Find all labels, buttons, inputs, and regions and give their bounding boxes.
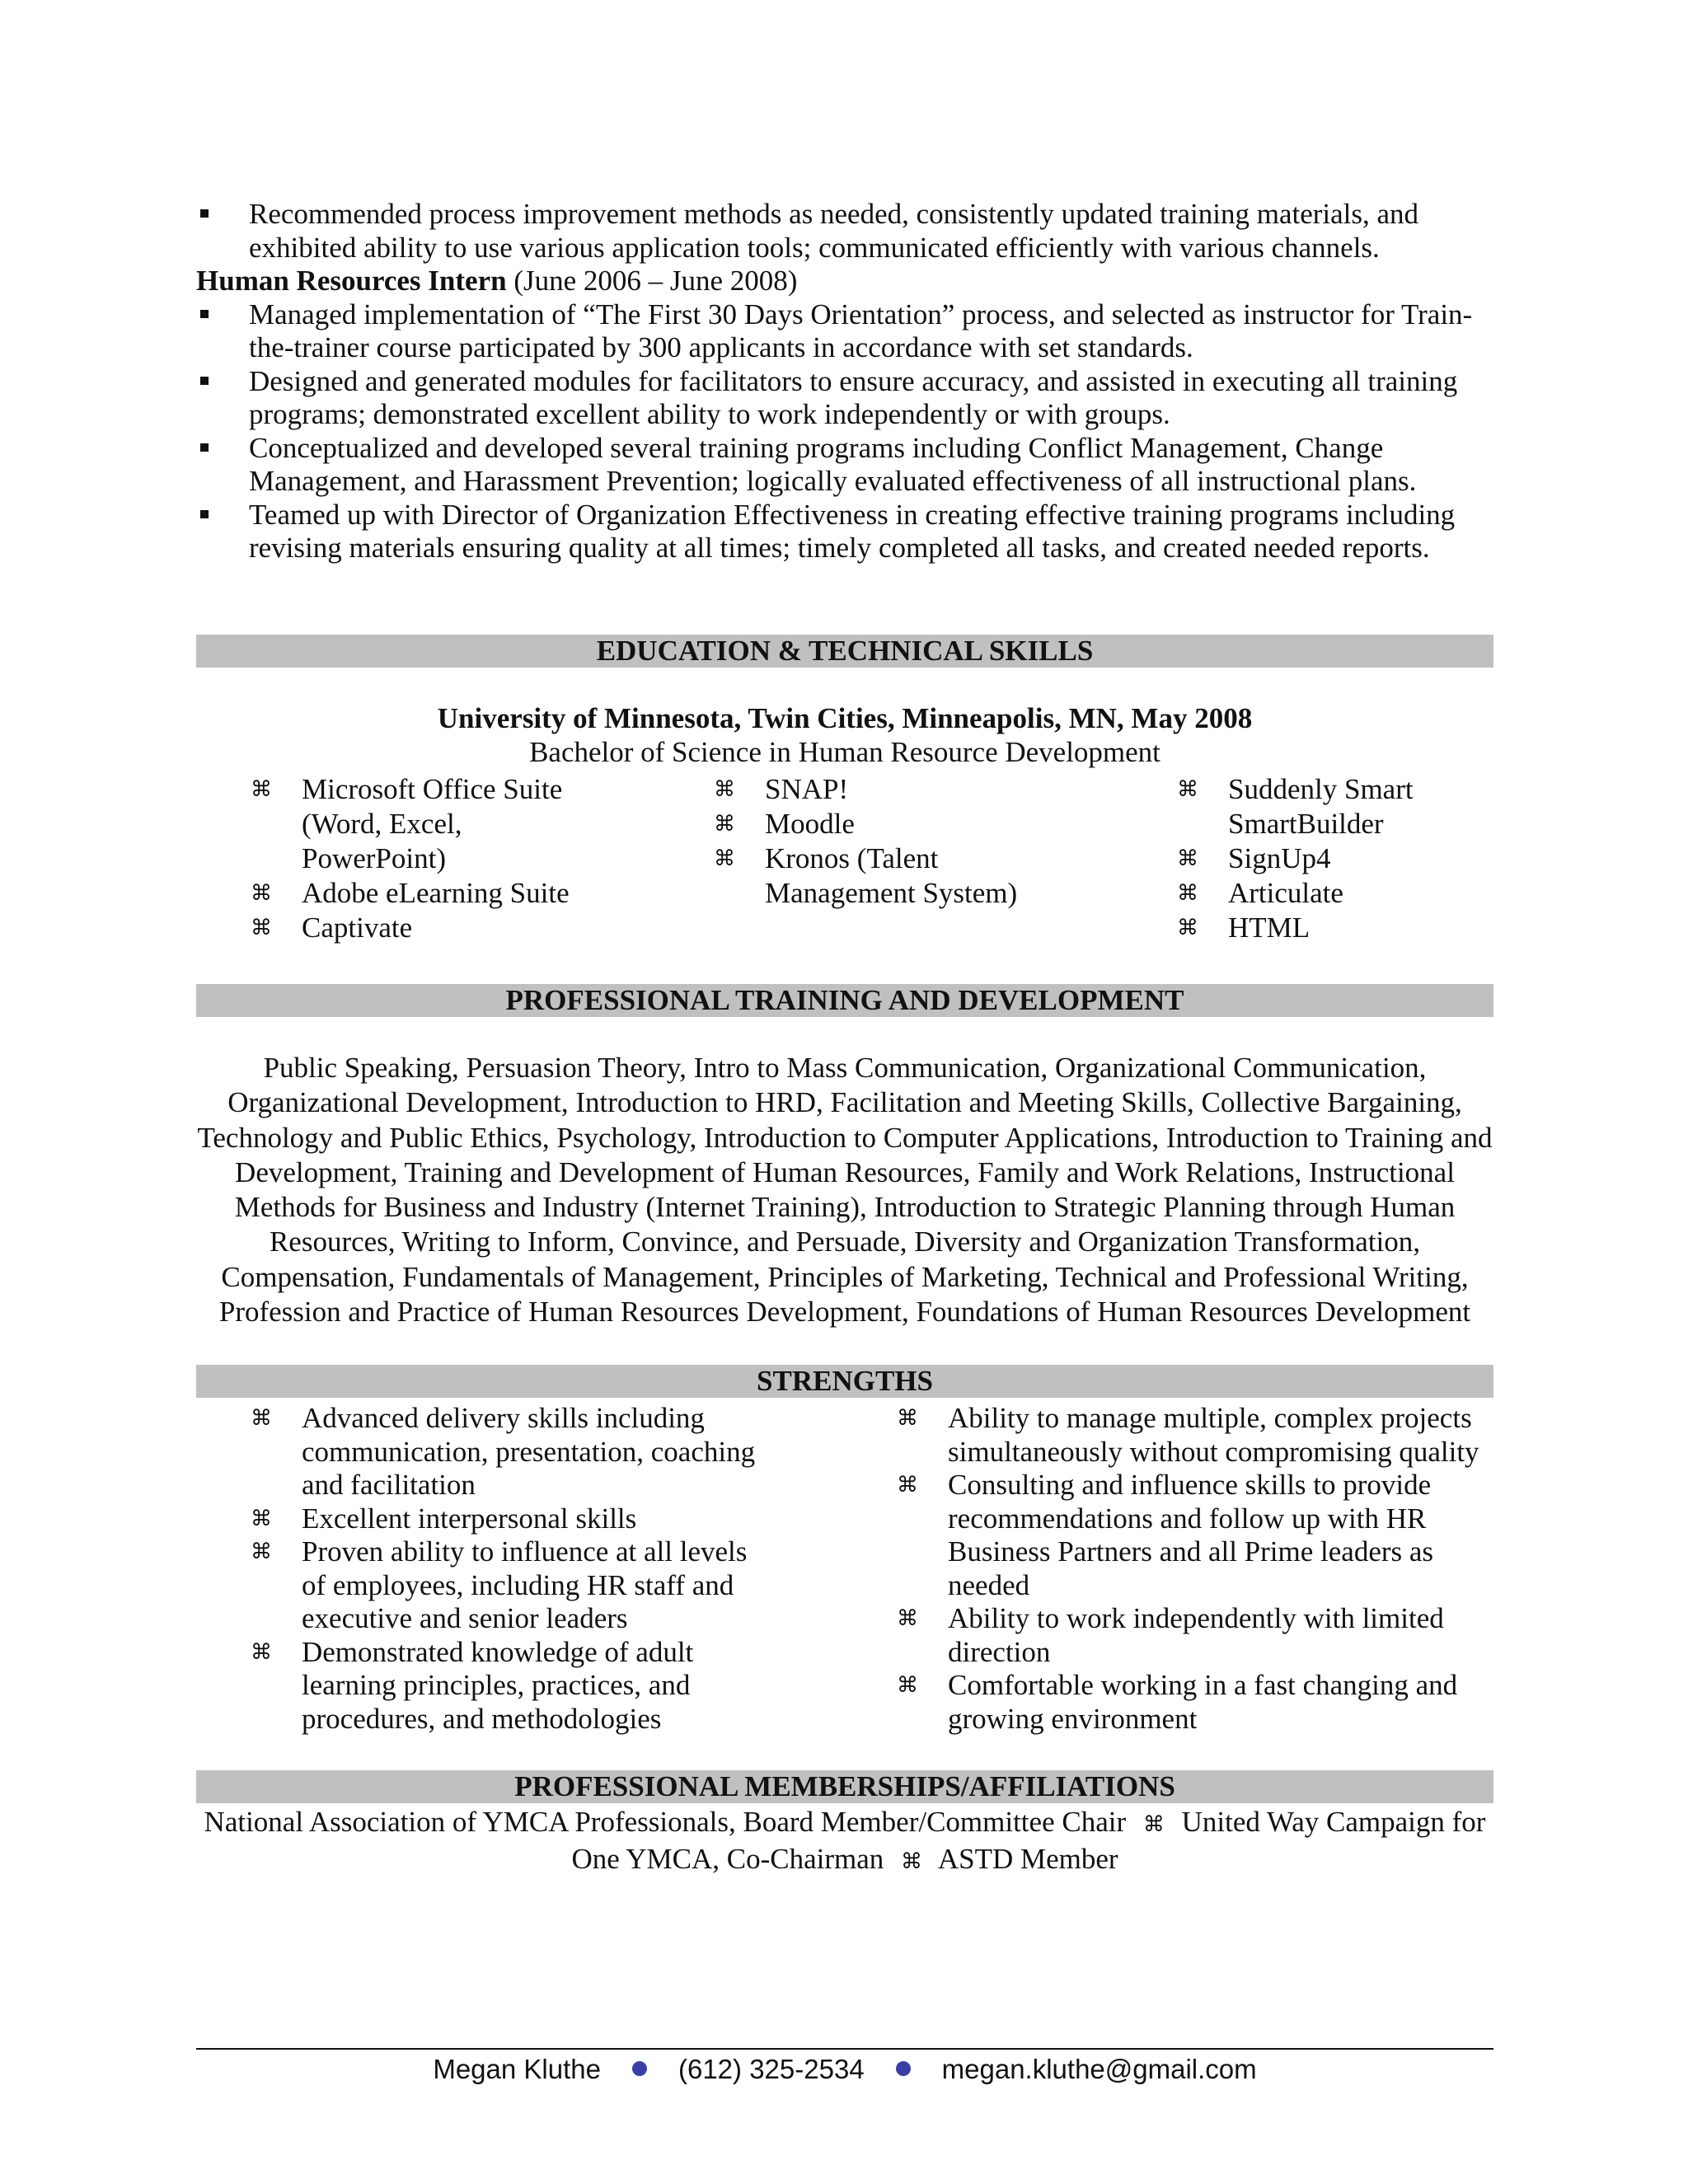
bowtie-star-icon: ⌘: [251, 916, 272, 940]
strengths-right: [897, 1402, 1490, 1736]
memberships-list: [196, 1805, 1493, 1879]
bowtie-star-icon: ⌘: [251, 777, 272, 801]
bullet-dot-icon: [632, 2061, 647, 2076]
bullet-dot-icon: [896, 2061, 911, 2076]
job-title: Human Resources Intern: [196, 265, 507, 297]
bowtie-star-icon: ⌘: [714, 777, 735, 801]
degree-line: Bachelor of Science in Human Resource Development: [529, 735, 1160, 768]
skill-item: [714, 807, 1177, 841]
skill-item: [714, 841, 1177, 911]
strength-label: Comfortable working in a fast changing and growing environment: [948, 1669, 1458, 1735]
skills-column: [1177, 772, 1462, 945]
strength-item: [897, 1602, 1490, 1669]
membership-item: ASTD Member: [937, 1843, 1118, 1875]
strength-item: [251, 1502, 778, 1536]
bowtie-star-icon: ⌘: [251, 1639, 272, 1664]
strength-label: Consulting and influence skills to provide recommendations and follow up with HR Business Partners and all Prime leaders as needed: [948, 1469, 1434, 1601]
skill-item: [251, 772, 714, 876]
skill-item: [1177, 772, 1462, 841]
bullet-item: Managed implementation of “The First 30 Days Orientation” process, and selected as instructor for Train-the-trainer course participated by 300 applicants in accordance with set standards.: [196, 298, 1493, 365]
strength-item: [897, 1402, 1490, 1469]
strength-item: [897, 1669, 1490, 1736]
strength-label: Ability to work independently with limited direction: [948, 1602, 1444, 1668]
strengths-section-heading: STRENGTHS: [196, 1365, 1493, 1398]
contact-phone[interactable]: (612) 325-2534: [678, 2054, 865, 2084]
bowtie-star-icon: ⌘: [1177, 916, 1198, 940]
skill-label: SignUp4: [1228, 842, 1331, 874]
memberships-section-heading: PROFESSIONAL MEMBERSHIPS/AFFILIATIONS: [196, 1770, 1493, 1803]
skill-item: [1177, 911, 1462, 945]
contact-footer: [196, 2052, 1493, 2087]
bowtie-star-icon: ⌘: [897, 1473, 918, 1497]
skill-label: SNAP!: [765, 773, 849, 805]
skill-item: [1177, 876, 1462, 911]
membership-item: United Way Campaign for One YMCA, Co-Chairman: [571, 1806, 1486, 1875]
bowtie-star-icon: ⌘: [1177, 881, 1198, 905]
contact-name: Megan Kluthe: [433, 2054, 601, 2084]
technical-skills: [251, 772, 1462, 945]
job-dates: (June 2006 – June 2008): [506, 265, 798, 297]
bowtie-star-icon: ⌘: [1177, 777, 1198, 801]
membership-item: National Association of YMCA Professionals, Board Member/Committee Chair: [204, 1806, 1127, 1838]
bowtie-star-icon: ⌘: [897, 1406, 918, 1430]
bowtie-star-icon: ⌘: [251, 881, 272, 905]
skill-label: Suddenly Smart SmartBuilder: [1228, 773, 1414, 840]
bullet-item: Designed and generated modules for facilitators to ensure accuracy, and assisted in executing all training programs; demonstrated excellent ability to work independently or with groups.: [196, 365, 1493, 432]
training-courses: Public Speaking, Persuasion Theory, Intro to Mass Communication, Organizational Communication, Organizational Development, Introduction to HRD, Facilitation and Meeting Skills, Collective Bargaining, Technology and Public Ethics, Psychology, Introduction to Computer Applications, Introduction to Training and Development, Training and Development of Human Resources, Family and Work Relations, Instructional Methods for Business and Industry (Internet Training), Introduction to Strategic Planning through Human Resources, Writing to Inform, Convince, and Persuade, Diversity and Organization Transformation, Compensation, Fundamentals of Management, Principles of Marketing, Technical and Professional Writing, Profession and Practice of Human Resources Development, Foundations of Human Resources Development: [197, 1052, 1493, 1329]
contact-email[interactable]: megan.kluthe@gmail.com: [941, 2054, 1257, 2084]
skills-column: [251, 772, 714, 945]
strength-item: [251, 1535, 778, 1636]
skills-column: [714, 772, 1177, 945]
skill-item: [714, 772, 1177, 807]
bullet-item: Recommended process improvement methods as needed, consistently updated training materials, and exhibited ability to use various application tools; communicated efficiently with various channels.: [196, 198, 1493, 265]
bowtie-star-icon: ⌘: [714, 812, 735, 836]
strengths-left: [251, 1402, 778, 1736]
strength-item: [897, 1469, 1490, 1602]
experience-bullets: [196, 198, 1493, 265]
experience-continuation: [196, 198, 1493, 565]
strength-label: Demonstrated knowledge of adult learning principles, practices, and procedures, and methodologies: [302, 1635, 694, 1735]
skill-label: Moodle: [765, 808, 855, 840]
bowtie-star-icon: ⌘: [251, 1506, 272, 1530]
training-section-heading: PROFESSIONAL TRAINING AND DEVELOPMENT: [196, 984, 1493, 1017]
strength-item: [251, 1402, 778, 1502]
skill-label: Adobe eLearning Suite: [302, 877, 570, 909]
skill-item: [1177, 841, 1462, 876]
strength-item: [251, 1636, 778, 1736]
bowtie-star-icon: ⌘: [897, 1673, 918, 1697]
bowtie-star-icon: ⌘: [1177, 846, 1198, 870]
skill-label: Articulate: [1228, 877, 1343, 909]
bullet-item: Teamed up with Director of Organization Effectiveness in creating effective training programs including revising materials ensuring quality at all times; timely completed all tasks, and created needed reports.: [196, 499, 1493, 565]
skill-label: Captivate: [302, 912, 413, 944]
strength-label: Advanced delivery skills including communication, presentation, coaching and facilitation: [302, 1402, 756, 1501]
bowtie-star-icon: ⌘: [251, 1540, 272, 1563]
intern-bullets: [196, 298, 1493, 565]
intern-heading: [196, 265, 1493, 298]
footer-divider: [196, 2048, 1493, 2050]
bowtie-star-icon: ⌘: [714, 846, 735, 870]
bowtie-star-icon: ⌘: [897, 1606, 918, 1630]
strength-label: Ability to manage multiple, complex projects simultaneously without compromising quality: [948, 1402, 1479, 1468]
strength-label: Proven ability to influence at all levels of employees, including HR staff and executive and senior leaders: [302, 1535, 748, 1634]
bowtie-star-icon: ⌘: [1142, 1812, 1165, 1836]
strength-label: Excellent interpersonal skills: [302, 1502, 637, 1535]
bowtie-star-icon: ⌘: [251, 1406, 272, 1430]
education-section-heading: EDUCATION & TECHNICAL SKILLS: [196, 635, 1493, 668]
skill-label: Microsoft Office Suite (Word, Excel, PowerPoint): [302, 773, 563, 874]
education-block: [196, 702, 1493, 769]
skill-label: HTML: [1228, 912, 1311, 944]
bullet-item: Conceptualized and developed several training programs including Conflict Management, Change Management, and Harassment Prevention; logically evaluated effectiveness of all instructional plans.: [196, 432, 1493, 499]
bowtie-star-icon: ⌘: [901, 1849, 922, 1873]
school-line: University of Minnesota, Twin Cities, Minneapolis, MN, May 2008: [437, 702, 1253, 734]
skill-item: [251, 876, 714, 911]
skill-label: Kronos (Talent Management System): [765, 842, 1018, 909]
skill-item: [251, 911, 714, 945]
